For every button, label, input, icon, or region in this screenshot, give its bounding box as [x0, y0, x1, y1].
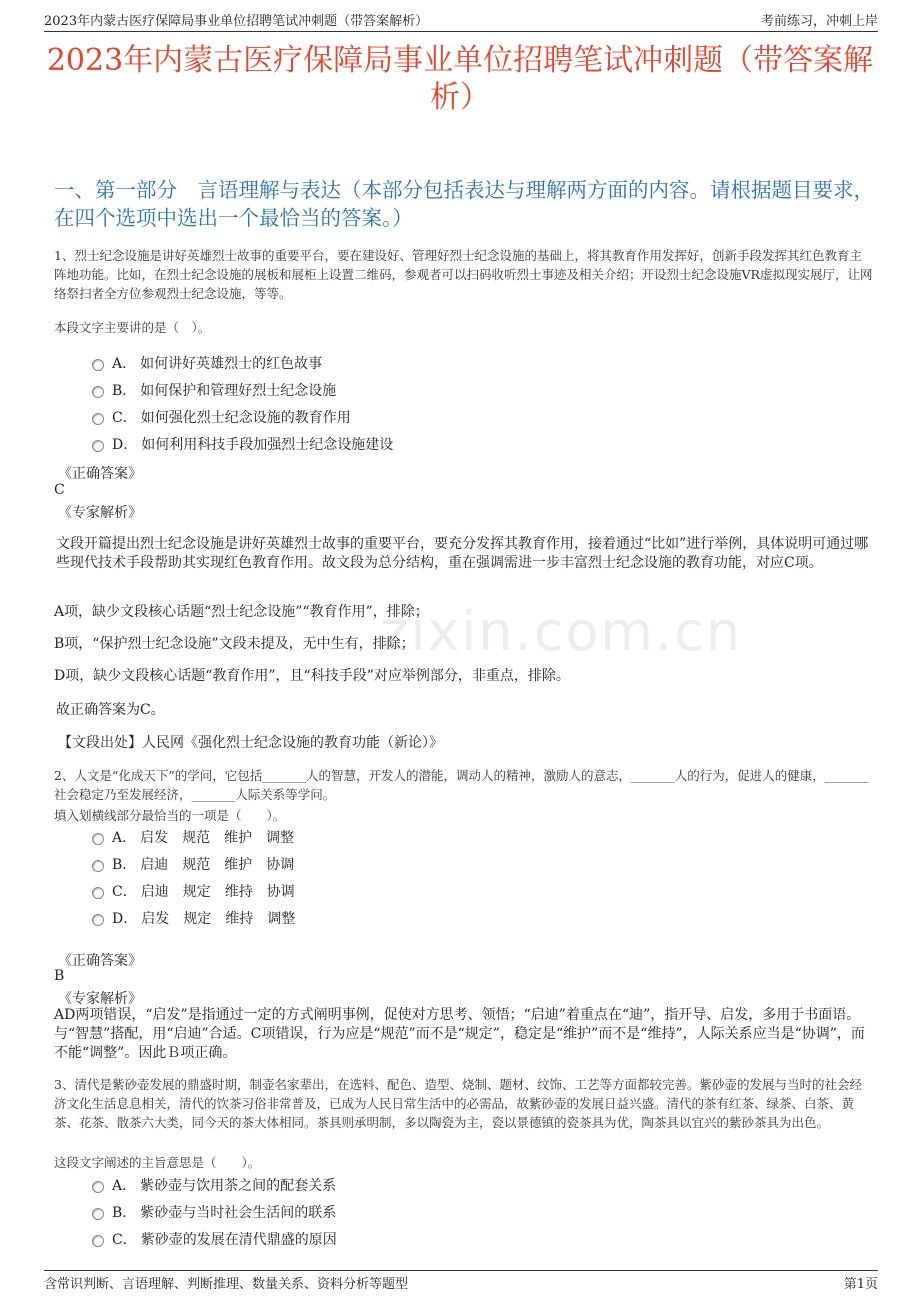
question-1-text: 1、烈士纪念设施是讲好英雄烈士故事的重要平台，要在建设好、管理好烈士纪念设施的基础上，将其教育作用发挥好，创新手段发挥其红色教育主阵地功能。比如，在烈士纪念设施的展板和展柜上设置二维码，参观者可以扫码收听烈士事迹及相关介绍；开设烈士纪念设施VR虚拟现实展厅，让网络祭扫者全方位参观烈士纪念设施，等等。: [54, 248, 873, 301]
question-2-option-a[interactable]: A． 启发 规范 维护 调整: [92, 827, 294, 847]
question-2-answer: B: [54, 968, 65, 984]
question-2-text: 2、人文是“化成天下”的学问，它包括_______人的智慧，开发人的潜能，调动人的精神，激励人的意志，_______人的行为，促进人的健康，_______社会稳定乃至发展经济，_______人际关系等学问。: [54, 768, 869, 802]
question-1-conclusion: 故正确答案为C。: [56, 702, 165, 718]
question-2-answer-label: 《正确答案》: [58, 953, 142, 969]
page-header: [44, 10, 878, 32]
radio-icon[interactable]: [92, 887, 104, 899]
question-3-option-a[interactable]: A． 紫砂壶与饮用茶之间的配套关系: [92, 1175, 336, 1195]
question-1-analysis-a: A项，缺少文段核心话题“烈士纪念设施”“教育作用”，排除；: [54, 604, 429, 620]
question-1-answer: C: [54, 482, 65, 498]
page-title: 2023年内蒙古医疗保障局事业单位招聘笔试冲刺题（带答案解析）: [46, 43, 874, 115]
radio-icon[interactable]: [92, 860, 104, 872]
question-2-analysis-body: AD两项错误，“启发”是指通过一定的方式阐明事例，促使对方思考、领悟；“启迪”着重点在“迪”，指开导、启发，多用于书面语。与“智慧”搭配，用“启迪”合适。C项错误，行为应是“规范”而不是“规定”，稳定是“维护”而不是“维持”，人际关系应当是“协调”，而不能“调整”。因此Ｂ项正确。: [54, 1007, 865, 1061]
radio-icon[interactable]: [92, 914, 104, 926]
question-1-prompt: 本段文字主要讲的是（ ）。: [54, 320, 211, 335]
question-3-text: 3、清代是紫砂壶发展的鼎盛时期，制壶名家辈出，在选料、配色、造型、烧制、题材、纹饰、工艺等方面都较完善。紫砂壶的发展与当时的社会经济文化生活息息相关，清代的饮茶习俗非常普及，已成为人民日常生活中的必需品，故紫砂壶的发展日益兴盛。清代的茶有红茶、绿茶、白茶、黄茶、花茶、散茶六大类，同今天的茶大体相同。茶具则承明制，多以陶瓷为主，瓷以景德镇的瓷茶具为优，陶茶具以宜兴的紫砂茶具为出色。: [54, 1077, 862, 1130]
question-1-analysis-d: D项，缺少文段核心话题“教育作用”，且“科技手段”对应举例部分，非重点，排除。: [54, 668, 570, 684]
question-3-prompt: 这段文字阐述的主旨意思是（ ）。: [54, 1155, 261, 1170]
radio-icon[interactable]: [92, 1235, 104, 1247]
page-footer: [44, 1270, 878, 1290]
question-1-analysis-body: 文段开篇提出烈士纪念设施是讲好英雄烈士故事的重要平台，要充分发挥其教育作用，接着通过“比如”进行举例，具体说明可通过哪些现代技术手段帮助其实现红色教育作用。故文段为总分结构，重在强调需进一步丰富烈士纪念设施的教育功能，对应C项。: [56, 536, 869, 571]
page-number: 第1页: [843, 1277, 878, 1292]
question-2-option-d[interactable]: D． 启发 规定 维持 调整: [92, 908, 295, 928]
section-heading: 一、第一部分 言语理解与表达（本部分包括表达与理解两方面的内容。请根据题目要求，在四个选项中选出一个最恰当的答案。）: [54, 178, 874, 230]
question-3-option-c[interactable]: C． 紫砂壶的发展在清代鼎盛的原因: [92, 1229, 337, 1249]
question-2-option-c[interactable]: C． 启迪 规定 维持 协调: [92, 881, 295, 901]
question-1-option-b[interactable]: B． 如何保护和管理好烈士纪念设施: [92, 380, 336, 400]
footer-description: 含常识判断、言语理解、判断推理、数量关系、资料分析等题型: [44, 1277, 409, 1292]
radio-icon[interactable]: [92, 440, 104, 452]
radio-icon[interactable]: [92, 1181, 104, 1193]
radio-icon[interactable]: [92, 1208, 104, 1220]
question-2-prompt: 填入划横线部分最恰当的一项是（ ）。: [54, 808, 286, 823]
header-doc-title: 2023年内蒙古医疗保障局事业单位招聘笔试冲刺题（带答案解析）: [44, 14, 429, 29]
question-2-option-b[interactable]: B． 启迪 规范 维护 协调: [92, 854, 294, 874]
question-1-answer-label: 《正确答案》: [58, 466, 142, 482]
question-1-source: 【文段出处】人民网《强化烈士纪念设施的教育功能（新论）》: [58, 735, 443, 751]
question-1-analysis-label: 《专家解析》: [58, 505, 142, 521]
question-1-analysis-b: B项，“保护烈士纪念设施”文段未提及，无中生有，排除；: [54, 636, 415, 652]
question-1-option-a[interactable]: A． 如何讲好英雄烈士的红色故事: [92, 353, 322, 373]
question-2-analysis-label: 《专家解析》: [58, 991, 142, 1007]
radio-icon[interactable]: [92, 833, 104, 845]
header-slogan: 考前练习，冲刺上岸: [760, 14, 878, 29]
question-1-option-d[interactable]: D． 如何利用科技手段加强烈士纪念设施建设: [92, 434, 393, 454]
watermark: zixin.com.cn: [380, 600, 743, 663]
question-3-option-b[interactable]: B． 紫砂壶与当时社会生活间的联系: [92, 1202, 336, 1222]
radio-icon[interactable]: [92, 413, 104, 425]
question-1-option-c[interactable]: C． 如何强化烈士纪念设施的教育作用: [92, 407, 351, 427]
radio-icon[interactable]: [92, 359, 104, 371]
radio-icon[interactable]: [92, 386, 104, 398]
